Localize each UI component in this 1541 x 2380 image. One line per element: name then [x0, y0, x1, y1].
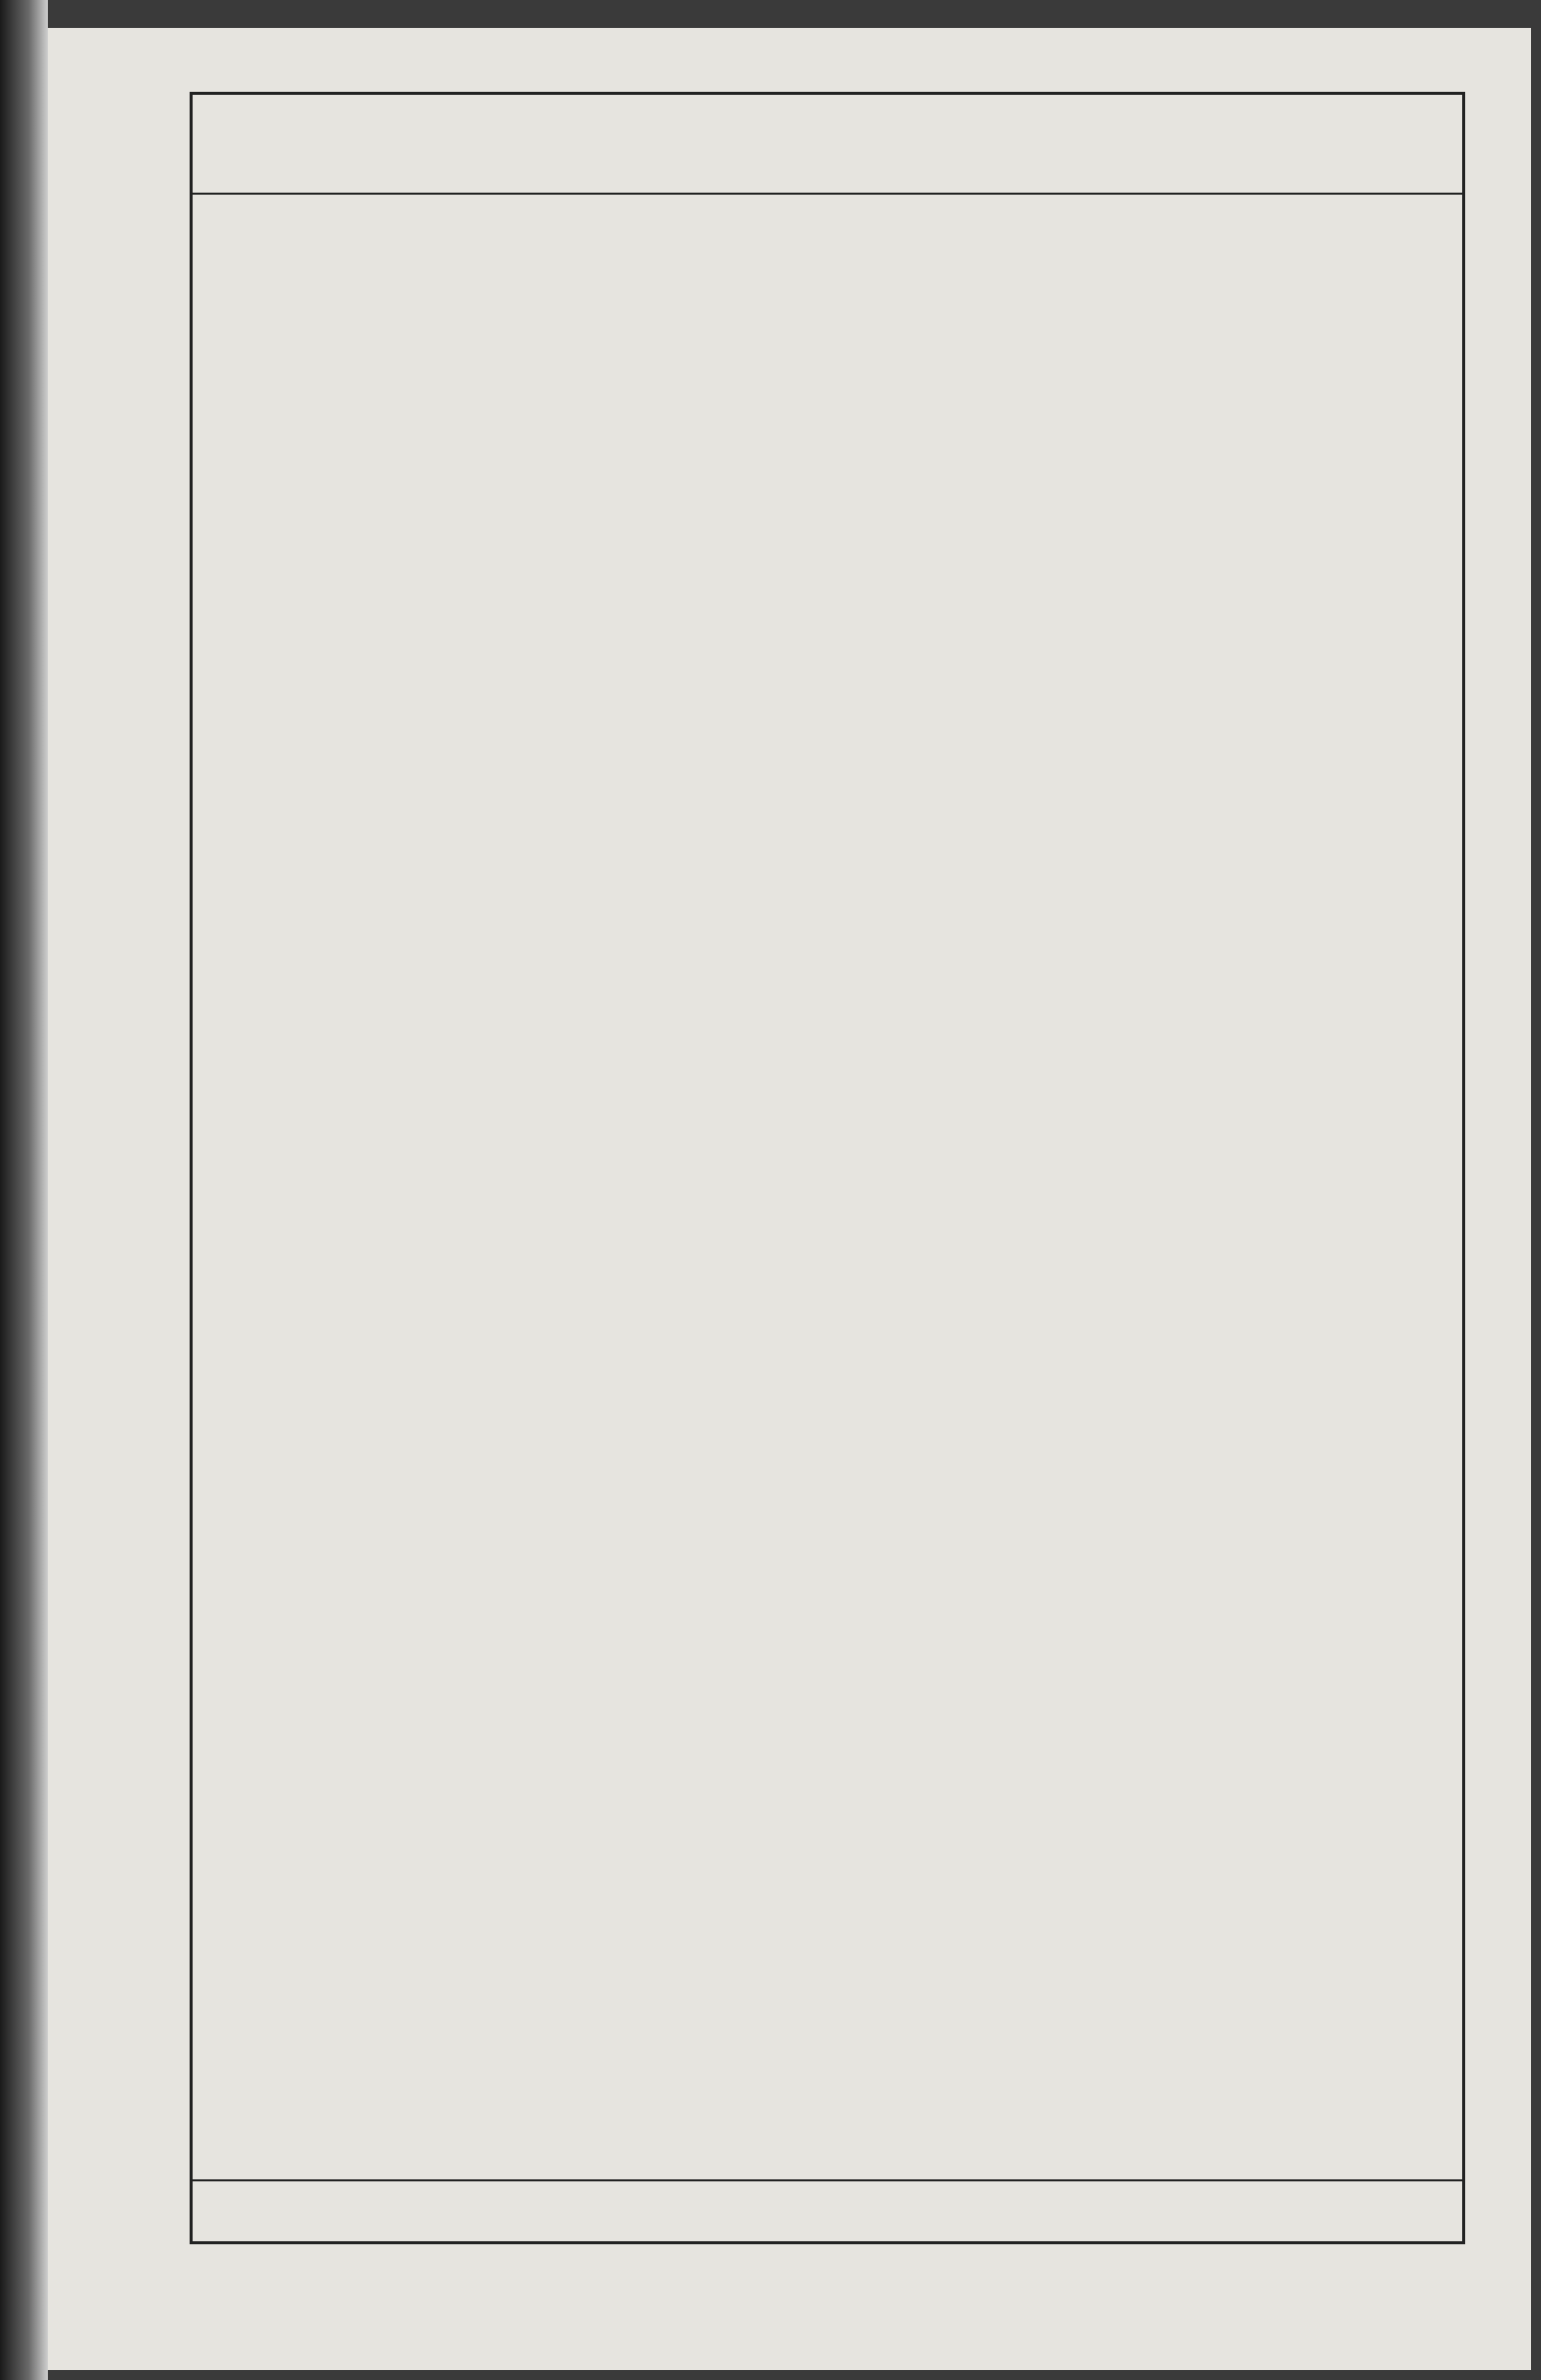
calendar-frame [190, 92, 1465, 2244]
divider [193, 193, 1462, 195]
divider [193, 2179, 1462, 2181]
book-spine [0, 0, 48, 2380]
